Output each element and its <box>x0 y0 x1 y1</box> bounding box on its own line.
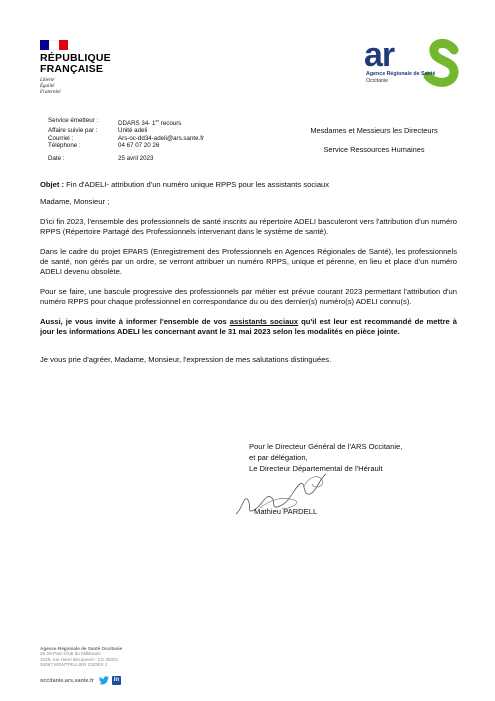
letter-subject <box>40 180 329 189</box>
marianne-flag-icon <box>40 40 68 50</box>
meta-label: Date : <box>48 155 65 163</box>
underlined-assistants-sociaux: assistants sociaux <box>229 317 299 326</box>
meta-row-courriel <box>48 135 204 142</box>
meta-label: Téléphone : <box>48 141 81 149</box>
salutation: Madame, Monsieur ; <box>40 197 110 206</box>
rf-title-line1: RÉPUBLIQUE <box>40 52 111 64</box>
handwritten-signature <box>230 470 340 526</box>
meta-row-service <box>48 117 204 127</box>
twitter-icon[interactable] <box>99 676 109 685</box>
svg-text:ar: ar <box>364 38 395 74</box>
footer-addr2: 1025, rue Henri Becquerel - CS 30001 <box>40 656 119 662</box>
letter-body <box>40 197 457 375</box>
email-link[interactable]: Ars-oc-dd34-adeli@ars.sante.fr <box>118 134 205 142</box>
rf-motto-liberte: Liberté <box>40 78 55 83</box>
ars-subtitle-region: Occitanie <box>366 77 389 84</box>
rf-motto <box>40 78 120 96</box>
meta-row-date <box>48 155 204 162</box>
signer-name: Mathieu PARDELL <box>254 507 318 516</box>
meta-value: Unité adeli <box>118 127 148 135</box>
ars-subtitle-agency: Agence Régionale de Santé <box>366 71 436 77</box>
footer-address <box>40 646 122 668</box>
ars-subtitle <box>366 71 435 84</box>
footer-addr3: 34067 MONTPELLIER CEDEX 2 <box>40 662 108 668</box>
meta-label: Affaire suivie par : <box>48 127 98 135</box>
meta-label: Service émetteur : <box>48 117 99 124</box>
footer-links <box>40 676 121 685</box>
meta-value: 04 67 07 20 26 <box>118 141 160 149</box>
closing-formula: Je vous prie d'agréer, Madame, Monsieur, l'expression de mes salutations distinguées. <box>40 355 332 364</box>
recipient-line2: Service Ressources Humaines <box>323 145 425 154</box>
meta-label: Courriel : <box>48 134 74 142</box>
meta-row-telephone <box>48 142 204 149</box>
body-paragraph-2: Dans le cadre du projet EPARS (Enregistrement des Professionnels en Agences Régionales de Santé), les professionnels de santé, non gérés par un ordre, se verront attribuer un numéro RPPS, unique et pérenne, en lieu et place d'un numéro ADELI devenu obsolète. <box>40 247 457 276</box>
signature-line3: Le Directeur Départemental de l'Hérault <box>249 464 383 473</box>
sender-metadata <box>48 117 204 163</box>
body-paragraph-3: Pour se faire, une bascule progressive des professionnels par métier est prévue courant 2023 permettant l'attribution d'un numéro RPPS pour chaque professionnel en correspondance du ou des dernier(s) numéro(s) ADELI connu(s). <box>40 287 457 306</box>
recipient-line1: Mesdames et Messieurs les Directeurs <box>310 126 438 135</box>
footer-org: Agence Régionale de Santé Occitanie <box>40 646 123 651</box>
rf-motto-egalite: Égalité <box>40 84 55 89</box>
body-paragraph-4: Aussi, je vous invite à informer l'ensemble de vos assistants sociaux qu'il est leur est recommandé de mettre à jour les informations ADELI les concernant avant le 31 mai 2023 selon les modalités en pièce jointe. <box>40 317 457 336</box>
subject-label: Objet : <box>40 180 65 189</box>
footer-website-link[interactable]: occitanie.ars.sante.fr <box>40 677 94 684</box>
recipient-block <box>286 126 462 154</box>
rf-motto-fraternite: Fraternité <box>40 90 61 95</box>
body-paragraph-1: D'ici fin 2023, l'ensemble des professionnels de santé inscrits au répertoire ADELI basculeront vers l'attribution d'un numéro RPPS (Répertoire Partagé des Professionnels intervenant dans le système de santé). <box>40 217 457 236</box>
meta-value: 25 avril 2023 <box>118 155 154 163</box>
meta-row-affaire <box>48 127 204 134</box>
republique-francaise-logo <box>40 40 120 96</box>
footer-addr1: 26-28 Parc-Club du Millénaire <box>40 651 101 657</box>
linkedin-icon[interactable]: in <box>113 677 120 683</box>
rf-title-line2: FRANÇAISE <box>40 63 104 75</box>
signature-line1: Pour le Directeur Général de l'ARS Occitanie, <box>249 442 403 451</box>
ars-logo <box>362 38 462 98</box>
meta-value: DDARS 34- 1er recours <box>118 118 182 128</box>
subject-text: Fin d'ADELI- attribution d'un numéro unique RPPS pour les assistants sociaux <box>64 180 330 189</box>
signature-line2: et par délégation, <box>249 453 308 462</box>
